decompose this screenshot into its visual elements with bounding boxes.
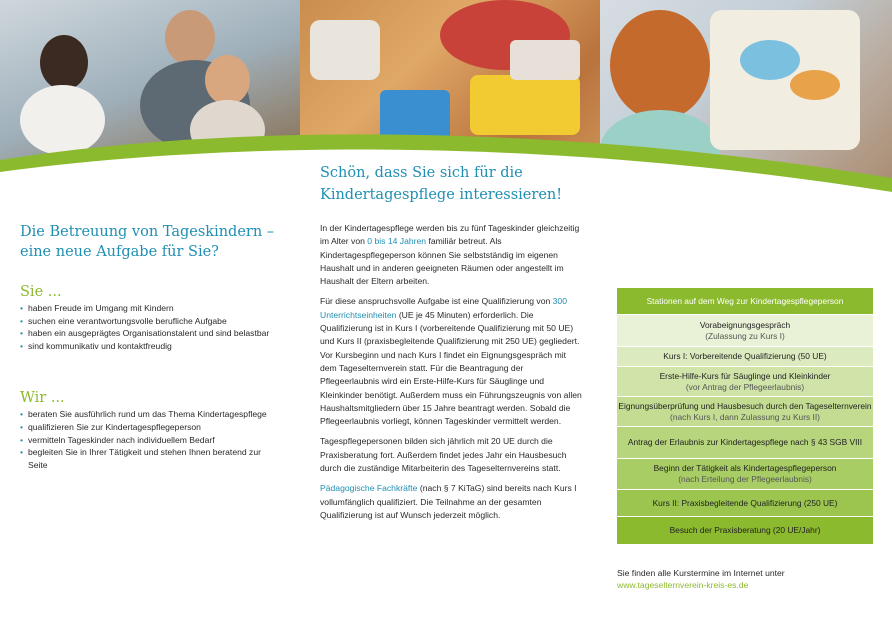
list-item: • beraten Sie ausführlich rund um das Thema Kindertagespflege bbox=[20, 408, 300, 421]
text-span: (nach § 7 KiTaG) sind bereits nach Kurs I vollumfänglich qualifiziert. Die Teilnahme an der gesamten Qualifizierung ist auf Wunsch jederzeit möglich. bbox=[320, 483, 577, 520]
station-row bbox=[617, 347, 873, 367]
station-main: Vorabeignungsgespräch bbox=[699, 319, 791, 330]
list-item: • begleiten Sie in Ihrer Tätigkeit und stehen Ihnen beratend zur Seite bbox=[20, 446, 265, 471]
text-span: (UE je 45 Minuten) erforderlich. Die Qualifizierung ist in Kurs I (vorbereitende Qualifizierung mit 50 UE) und Kurs II (praxisbegleitende Qualifizierung mit 250 UE) gegliedert. Vor Kursbeginn und nach Kurs I findet ein Eignungsgespräch mit dem Tageselternverein statt. Für die Beantragung der Pflegeerlaubnis wird ein Erste-Hilfe-Kurs für Säuglinge und Kleinkinder benötigt. Außerdem muss ein Führungszeugnis von allen Haushaltsmitgliedern über 15 Jahre beantragt werden. Sobald die Pflegeerlaubnis vorliegt, können Tageskinder vermittelt werden. bbox=[320, 309, 582, 427]
paragraph-training: Tagespflegepersonen bilden sich jährlich mit 20 UE durch die Praxisberatung fort. Außerdem findet jedes Jahr ein Hausbesuch durch die zuständige Mitarbeiterin des Tageselternvereins statt. bbox=[320, 436, 567, 474]
wir-list bbox=[20, 408, 300, 471]
stations-title-text: Stationen auf dem Weg zur Kindertagespflegeperson bbox=[646, 295, 844, 306]
middle-column bbox=[320, 222, 582, 529]
footer-text: Sie finden alle Kurstermine im Internet unter bbox=[617, 568, 785, 578]
wir-heading: Wir ... bbox=[20, 390, 65, 407]
station-sub: (vor Antrag der Pflegeerlaubnis) bbox=[685, 381, 805, 392]
sie-heading: Sie ... bbox=[20, 284, 62, 300]
highlight-units: 300 Unterrichtseinheiten bbox=[320, 296, 567, 320]
station-sub: (Zulassung zu Kurs I) bbox=[705, 330, 785, 341]
highlight-professionals: Pädagogische Fachkräfte bbox=[320, 483, 418, 494]
sie-list bbox=[20, 302, 300, 352]
left-column bbox=[20, 222, 300, 471]
station-row bbox=[617, 490, 873, 517]
text-span: In der Kindertagespflege werden bis zu fünf Tageskinder gleichzeitig im Alter von bbox=[320, 223, 580, 247]
left-title-line1: Die Betreuung von Tageskindern – bbox=[20, 224, 275, 240]
station-main: Beginn der Tätigkeit als Kindertagespflegeperson bbox=[653, 463, 837, 473]
list-item: • qualifizieren Sie zur Kindertagespflegeperson bbox=[20, 421, 300, 434]
station-row bbox=[617, 397, 873, 427]
station-main: Kurs II: Praxisbegleitende Qualifizierung (250 UE) bbox=[652, 497, 838, 508]
station-row bbox=[617, 459, 873, 490]
stations-title bbox=[617, 288, 873, 315]
station-row bbox=[617, 367, 873, 397]
station-row bbox=[617, 315, 873, 347]
headline-line1: Schön, dass Sie sich für die bbox=[320, 165, 523, 181]
left-title bbox=[20, 222, 300, 262]
paragraph-qualification bbox=[320, 295, 582, 428]
station-sub: (nach Erteilung der Pflegeerlaubnis) bbox=[678, 474, 812, 484]
station-main: Antrag der Erlaubnis zur Kindertagespflege nach § 43 SGB VIII bbox=[627, 437, 863, 447]
text-span: Für diese anspruchsvolle Aufgabe ist eine Qualifizierung von bbox=[320, 296, 553, 307]
website-link[interactable]: www.tageselternverein-kreis-es.de bbox=[617, 580, 749, 590]
paragraph-professionals bbox=[320, 482, 582, 522]
text-span: familiär betreut. Als Kindertagespflegeperson können Sie selbstständig im eigenen Haushalt und in anderen geeigneten Räumen oder angestellt im Haushalt der Eltern arbeiten. bbox=[320, 236, 564, 287]
list-item: • haben Freude im Umgang mit Kindern bbox=[20, 302, 300, 315]
stations-table bbox=[617, 288, 873, 545]
left-title-line2: eine neue Aufgabe für Sie? bbox=[20, 244, 219, 260]
list-item: • sind kommunikativ und kontaktfreudig bbox=[20, 340, 300, 353]
footer bbox=[617, 567, 877, 591]
headline bbox=[320, 162, 580, 206]
station-row bbox=[617, 517, 873, 545]
headline-line2: Kindertagespflege interessieren! bbox=[320, 187, 563, 203]
station-row bbox=[617, 427, 873, 459]
station-main: Kurs I: Vorbereitende Qualifizierung (50 UE) bbox=[663, 351, 827, 361]
list-item: • haben ein ausgeprägtes Organisationstalent und sind belastbar bbox=[20, 327, 300, 340]
stations-rows bbox=[617, 315, 873, 545]
paragraph-intro bbox=[320, 222, 582, 288]
station-main: Eignungsüberprüfung und Hausbesuch durch den Tageselternverein bbox=[618, 400, 872, 411]
station-main: Besuch der Praxisberatung (20 UE/Jahr) bbox=[669, 525, 821, 535]
highlight-age: 0 bis 14 Jahren bbox=[367, 236, 427, 247]
station-main: Erste-Hilfe-Kurs für Säuglinge und Kleinkinder bbox=[659, 370, 831, 381]
list-item: • vermitteln Tageskinder nach individuellem Bedarf bbox=[20, 434, 300, 447]
station-sub: (nach Kurs I, dann Zulassung zu Kurs II) bbox=[670, 411, 820, 422]
list-item: • suchen eine verantwortungsvolle berufliche Aufgabe bbox=[20, 315, 300, 328]
